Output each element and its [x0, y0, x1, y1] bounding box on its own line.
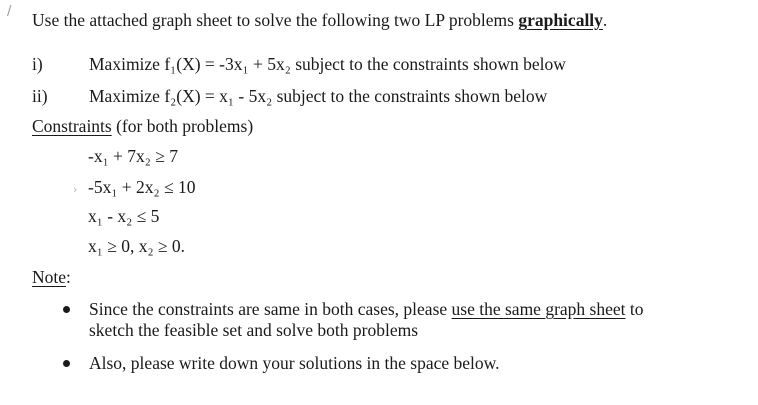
bullet-1-line-2: sketch the feasible set and solve both problems — [89, 320, 419, 340]
problem-2-text: Maximize f₂(X) = x₁ - 5x₂ subject to the constraints shown below — [89, 86, 548, 106]
constraints-heading-rest: (for both problems) — [111, 116, 254, 136]
bullet-1-text-before: Since the constraints are same in both cases, please — [89, 299, 452, 319]
note-colon: : — [66, 267, 71, 287]
constraint-2: -5x₁ + 2x₂ ≤ 10 — [88, 177, 196, 197]
bullet-1-text-after: to — [625, 299, 644, 319]
corner-pen-mark: / — [7, 4, 12, 19]
bullet-2-text: Also, please write down your solutions in the space below. — [89, 353, 500, 373]
bullet-2-dot — [63, 360, 70, 367]
constraints-heading-word: Constraints — [32, 116, 112, 136]
intro-emphasis: graphically — [518, 10, 603, 30]
instructions-intro — [32, 10, 607, 30]
constraints-heading — [32, 116, 253, 136]
stray-mark: › — [73, 183, 78, 196]
note-heading — [32, 267, 71, 287]
bullet-1-line-1 — [89, 299, 644, 319]
note-label: Note — [32, 267, 67, 287]
problem-2-label: ii) — [32, 86, 48, 106]
intro-period: . — [602, 10, 608, 30]
problem-1-text: Maximize f₁(X) = -3x₁ + 5x₂ subject to the constraints shown below — [89, 54, 566, 74]
constraint-3: x₁ - x₂ ≤ 5 — [88, 206, 160, 226]
problem-1-label: i) — [32, 54, 43, 74]
intro-text: Use the attached graph sheet to solve the following two LP problems — [32, 10, 519, 30]
constraint-4: x₁ ≥ 0, x₂ ≥ 0. — [88, 236, 186, 256]
bullet-1-dot — [63, 306, 70, 313]
bullet-1-underlined: use the same graph sheet — [451, 299, 626, 319]
constraint-1: -x₁ + 7x₂ ≥ 7 — [88, 146, 179, 166]
